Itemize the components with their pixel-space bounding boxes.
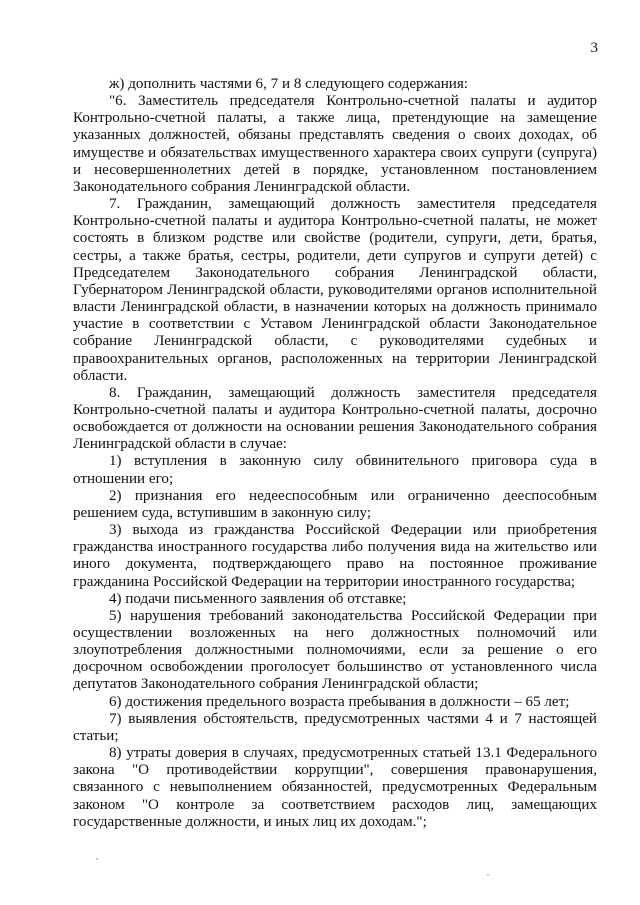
paragraph-amendment-intro: ж) дополнить частями 6, 7 и 8 следующего содержания: bbox=[109, 76, 468, 92]
list-item-6: 6) достижения предельного возраста пребывания в должности – 65 лет; bbox=[109, 693, 570, 710]
scan-speck bbox=[487, 874, 489, 876]
list-item-2: 2) признания его недееспособным или ограниченно дееспособным решением суда, вступившим в законную силу; bbox=[73, 487, 597, 521]
list-item-7: 7) выявления обстоятельств, предусмотренных частями 4 и 7 настоящей статьи; bbox=[73, 710, 597, 744]
list-item-3: 3) выхода из гражданства Российской Федерации или приобретения гражданства иностранного государства либо получения вида на жительство или иного документа, подтверждающего право на постоянное проживание гражданина Российской Федерации на территории иностранного государства; bbox=[73, 522, 597, 590]
page-number: 3 bbox=[590, 40, 598, 56]
scan-speck bbox=[96, 858, 98, 860]
paragraph-part-8: 8. Гражданин, замещающий должность заместителя председателя Контрольно-счетной палаты и аудитора Контрольно-счетной палаты, досрочно освобождается от должности на основании решения Законодательного собрания Ленинградской области в случае: bbox=[73, 384, 597, 453]
document-body bbox=[73, 76, 597, 831]
paragraph-part-7: 7. Гражданин, замещающий должность заместителя председателя Контрольно-счетной палаты и аудитора Контрольно-счетной палаты, не может состоять в близком родстве или свойстве (родители, супруги, дети, братья, сестры, а также братья, сестры, родители, дети супругов и супруги детей) с Председателем Законодательного собрания Ленинградской области, Губернатором Ленинградской области, руководителями органов исполнительной власти Ленинградской области, в назначении которых на должность принимало участие в соответствии с Уставом Ленинградской области Законодательное собрание Ленинградской области, с руководителями судебных и правоохранительных органов, расположенных на территории Ленинградской области. bbox=[73, 196, 597, 384]
paragraph-part-6: "6. Заместитель председателя Контрольно-счетной палаты и аудитор Контрольно-счетной палаты, а также лица, претендующие на замещение указанных должностей, обязаны представлять сведения о своих доходах, об имуществе и обязательствах имущественного характера своих супруги (супруга) и несовершеннолетних детей в порядке, установленном постановлением Законодательного собрания Ленинградской области. bbox=[73, 93, 597, 195]
list-item-8: 8) утраты доверия в случаях, предусмотренных статьей 13.1 Федерального закона "О противодействии коррупции", совершения правонарушения, связанного с невыполнением обязанностей, предусмотренных Федеральным законом "О контроле за соответствием расходов лиц, замещающих государственные должности, и иных лиц их доходам."; bbox=[73, 745, 597, 830]
list-item-4: 4) подачи письменного заявления об отставке; bbox=[109, 590, 407, 607]
list-item-1: 1) вступления в законную силу обвинительного приговора суда в отношении его; bbox=[73, 453, 597, 487]
list-item-5: 5) нарушения требований законодательства Российской Федерации при осуществлении возложенных на него должностных полномочий или злоупотребления должностными полномочиями, если за решение о его досрочном освобождении проголосует большинство от установленного числа депутатов Законодательного собрания Ленинградской области; bbox=[73, 607, 597, 693]
